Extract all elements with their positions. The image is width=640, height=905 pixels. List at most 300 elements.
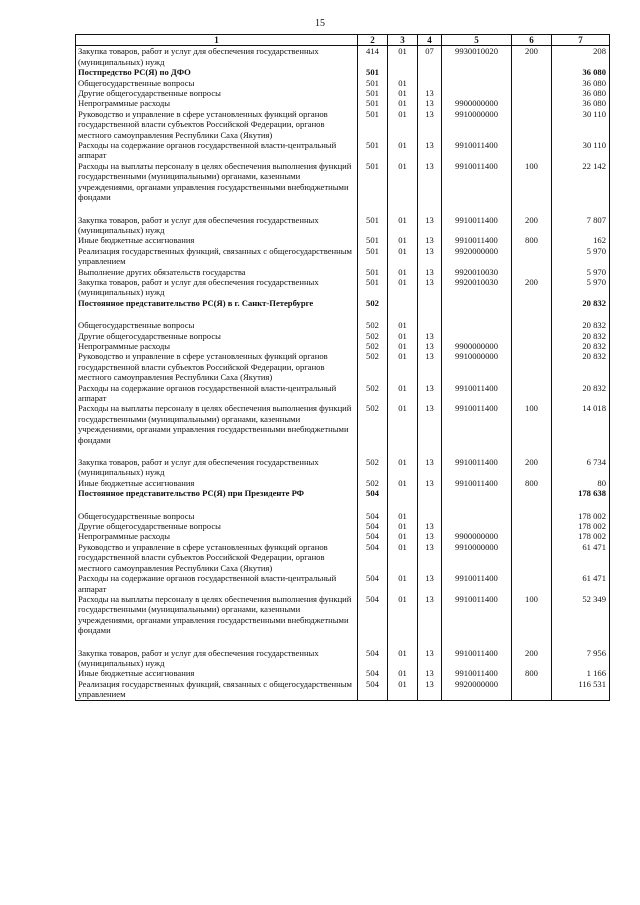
table-row: [76, 573, 610, 594]
section-code-cell: 01: [388, 78, 418, 88]
subsection-code-cell: 13: [418, 457, 442, 478]
table-row: [76, 277, 610, 298]
target-article-cell: 9910011400: [442, 161, 512, 203]
amount-cell: 7 956: [552, 648, 610, 669]
target-article-cell: [442, 67, 512, 77]
target-article-cell: 9920000000: [442, 679, 512, 700]
expense-type-cell: [512, 679, 552, 700]
spacer-cell: [388, 499, 418, 511]
subsection-code-cell: 13: [418, 246, 442, 267]
ministry-code-cell: 501: [358, 140, 388, 161]
ministry-code-cell: 501: [358, 267, 388, 277]
subsection-code-cell: 13: [418, 140, 442, 161]
section-code-cell: 01: [388, 478, 418, 488]
target-article-cell: 9910011400: [442, 383, 512, 404]
section-code-cell: 01: [388, 320, 418, 330]
spacer-cell: [76, 203, 358, 215]
section-code-cell: 01: [388, 457, 418, 478]
spacer-cell: [418, 499, 442, 511]
ministry-code-cell: 504: [358, 488, 388, 498]
table-row: [76, 521, 610, 531]
amount-cell: 162: [552, 235, 610, 245]
amount-cell: 208: [552, 46, 610, 67]
description-cell: Постоянное представительство РС(Я) в г. Санкт-Петербурге: [76, 298, 358, 308]
header-cell-2: 2: [358, 35, 388, 46]
section-code-cell: 01: [388, 161, 418, 203]
expense-type-cell: [512, 542, 552, 573]
table-row: [76, 246, 610, 267]
expense-type-cell: [512, 246, 552, 267]
spacer-cell: [76, 308, 358, 320]
amount-cell: 20 832: [552, 320, 610, 330]
section-code-cell: 01: [388, 594, 418, 636]
amount-cell: 20 832: [552, 331, 610, 341]
description-cell: Расходы на содержание органов государственной власти-центральный аппарат: [76, 573, 358, 594]
ministry-code-cell: 504: [358, 668, 388, 678]
description-cell: Другие общегосударственные вопросы: [76, 331, 358, 341]
spacer-row: [76, 445, 610, 457]
description-cell: Постпредство РС(Я) по ДФО: [76, 67, 358, 77]
spacer-cell: [418, 308, 442, 320]
spacer-cell: [388, 636, 418, 648]
subsection-code-cell: 13: [418, 109, 442, 140]
amount-cell: 30 110: [552, 140, 610, 161]
subsection-code-cell: 13: [418, 88, 442, 98]
description-cell: Расходы на содержание органов государственной власти-центральный аппарат: [76, 140, 358, 161]
table-row: [76, 161, 610, 203]
subsection-code-cell: 13: [418, 478, 442, 488]
spacer-cell: [358, 203, 388, 215]
description-cell: Расходы на выплаты персоналу в целях обеспечения выполнения функций государственными (муниципальными) органами, казенными учреждениями, органами управления государственными внебюджетными фондами: [76, 594, 358, 636]
section-code-cell: 01: [388, 140, 418, 161]
amount-cell: 14 018: [552, 403, 610, 445]
table-row: [76, 648, 610, 669]
description-cell: Расходы на содержание органов государственной власти-центральный аппарат: [76, 383, 358, 404]
spacer-cell: [76, 636, 358, 648]
spacer-cell: [552, 445, 610, 457]
target-article-cell: 9910000000: [442, 542, 512, 573]
expense-type-cell: [512, 351, 552, 382]
section-code-cell: 01: [388, 235, 418, 245]
table-row: [76, 511, 610, 521]
ministry-code-cell: 501: [358, 67, 388, 77]
subsection-code-cell: [418, 320, 442, 330]
ministry-code-cell: 501: [358, 277, 388, 298]
ministry-code-cell: 502: [358, 478, 388, 488]
subsection-code-cell: [418, 298, 442, 308]
spacer-cell: [552, 308, 610, 320]
description-cell: Иные бюджетные ассигнования: [76, 478, 358, 488]
expense-type-cell: 100: [512, 594, 552, 636]
section-code-cell: 01: [388, 648, 418, 669]
expense-type-cell: 200: [512, 277, 552, 298]
amount-cell: 52 349: [552, 594, 610, 636]
section-code-cell: 01: [388, 383, 418, 404]
spacer-cell: [388, 308, 418, 320]
table-row: [76, 109, 610, 140]
target-article-cell: [442, 88, 512, 98]
section-code-cell: 01: [388, 531, 418, 541]
description-cell: Руководство и управление в сфере установленных функций органов государственной власти субъектов Российской Федерации, органов местного самоуправления Республики Саха (Якутия): [76, 351, 358, 382]
amount-cell: 36 080: [552, 78, 610, 88]
spacer-cell: [512, 308, 552, 320]
section-code-cell: [388, 488, 418, 498]
amount-cell: 61 471: [552, 542, 610, 573]
spacer-cell: [358, 445, 388, 457]
spacer-cell: [76, 499, 358, 511]
expense-type-cell: 100: [512, 161, 552, 203]
ministry-code-cell: 502: [358, 320, 388, 330]
section-code-cell: 01: [388, 679, 418, 700]
spacer-cell: [442, 499, 512, 511]
description-cell: Общегосударственные вопросы: [76, 320, 358, 330]
table-row: [76, 331, 610, 341]
ministry-code-cell: 502: [358, 331, 388, 341]
expense-type-cell: [512, 140, 552, 161]
table-row: [76, 668, 610, 678]
target-article-cell: [442, 488, 512, 498]
expense-type-cell: [512, 573, 552, 594]
amount-cell: 20 832: [552, 341, 610, 351]
subsection-code-cell: 13: [418, 668, 442, 678]
ministry-code-cell: 502: [358, 403, 388, 445]
spacer-cell: [388, 445, 418, 457]
target-article-cell: 9920010030: [442, 267, 512, 277]
description-cell: Общегосударственные вопросы: [76, 511, 358, 521]
table-row: [76, 140, 610, 161]
amount-cell: 178 002: [552, 511, 610, 521]
ministry-code-cell: 501: [358, 109, 388, 140]
expense-type-cell: [512, 320, 552, 330]
expense-type-cell: [512, 331, 552, 341]
expense-type-cell: [512, 383, 552, 404]
amount-cell: 36 080: [552, 88, 610, 98]
subsection-code-cell: 13: [418, 235, 442, 245]
ministry-code-cell: 501: [358, 246, 388, 267]
subsection-code-cell: [418, 67, 442, 77]
section-code-cell: 01: [388, 46, 418, 67]
spacer-row: [76, 308, 610, 320]
budget-table: [75, 34, 610, 701]
description-cell: Закупка товаров, работ и услуг для обеспечения государственных (муниципальных) нужд: [76, 46, 358, 67]
amount-cell: 20 832: [552, 383, 610, 404]
subsection-code-cell: [418, 488, 442, 498]
description-cell: Расходы на выплаты персоналу в целях обеспечения выполнения функций государственными (муниципальными) органами, казенными учреждениями, органами управления государственными внебюджетными фондами: [76, 403, 358, 445]
spacer-cell: [512, 445, 552, 457]
amount-cell: 178 002: [552, 521, 610, 531]
target-article-cell: 9910011400: [442, 594, 512, 636]
target-article-cell: 9910000000: [442, 109, 512, 140]
amount-cell: 80: [552, 478, 610, 488]
subsection-code-cell: 13: [418, 542, 442, 573]
section-code-cell: 01: [388, 109, 418, 140]
description-cell: Закупка товаров, работ и услуг для обеспечения государственных (муниципальных) нужд: [76, 457, 358, 478]
target-article-cell: 9910011400: [442, 403, 512, 445]
description-cell: Непрограммные расходы: [76, 531, 358, 541]
ministry-code-cell: 502: [358, 351, 388, 382]
section-code-cell: 01: [388, 403, 418, 445]
expense-type-cell: [512, 531, 552, 541]
amount-cell: 22 142: [552, 161, 610, 203]
subsection-code-cell: 13: [418, 161, 442, 203]
description-cell: Выполнение других обязательств государства: [76, 267, 358, 277]
amount-cell: 5 970: [552, 267, 610, 277]
target-article-cell: 9900000000: [442, 341, 512, 351]
ministry-code-cell: 502: [358, 341, 388, 351]
description-cell: Постоянное представительство РС(Я) при Президенте РФ: [76, 488, 358, 498]
section-code-cell: 01: [388, 668, 418, 678]
table-row: [76, 88, 610, 98]
section-code-cell: 01: [388, 331, 418, 341]
table-row: [76, 320, 610, 330]
amount-cell: 20 832: [552, 351, 610, 382]
section-code-cell: 01: [388, 246, 418, 267]
description-cell: Общегосударственные вопросы: [76, 78, 358, 88]
table-row: [76, 78, 610, 88]
expense-type-cell: 800: [512, 478, 552, 488]
table-row: [76, 235, 610, 245]
ministry-code-cell: 501: [358, 88, 388, 98]
description-cell: Другие общегосударственные вопросы: [76, 88, 358, 98]
section-code-cell: 01: [388, 511, 418, 521]
spacer-cell: [442, 636, 512, 648]
ministry-code-cell: 501: [358, 78, 388, 88]
section-code-cell: 01: [388, 215, 418, 236]
ministry-code-cell: 504: [358, 531, 388, 541]
header-cell-3: 3: [388, 35, 418, 46]
target-article-cell: 9900000000: [442, 531, 512, 541]
expense-type-cell: [512, 488, 552, 498]
spacer-cell: [512, 203, 552, 215]
subsection-code-cell: [418, 78, 442, 88]
description-cell: Закупка товаров, работ и услуг для обеспечения государственных (муниципальных) нужд: [76, 648, 358, 669]
target-article-cell: [442, 511, 512, 521]
subsection-code-cell: 13: [418, 594, 442, 636]
page-number: 15: [315, 18, 325, 29]
expense-type-cell: [512, 88, 552, 98]
expense-type-cell: [512, 511, 552, 521]
description-cell: Закупка товаров, работ и услуг для обеспечения государственных (муниципальных) нужд: [76, 277, 358, 298]
table-row: [76, 403, 610, 445]
target-article-cell: 9910011400: [442, 215, 512, 236]
expense-type-cell: 200: [512, 648, 552, 669]
subsection-code-cell: 13: [418, 531, 442, 541]
table-row: [76, 594, 610, 636]
subsection-code-cell: 13: [418, 383, 442, 404]
expense-type-cell: [512, 67, 552, 77]
ministry-code-cell: 414: [358, 46, 388, 67]
subsection-code-cell: 13: [418, 215, 442, 236]
target-article-cell: [442, 521, 512, 531]
header-cell-6: 6: [512, 35, 552, 46]
table-row: [76, 298, 610, 308]
description-cell: Непрограммные расходы: [76, 98, 358, 108]
description-cell: Руководство и управление в сфере установленных функций органов государственной власти субъектов Российской Федерации, органов местного самоуправления Республики Саха (Якутия): [76, 109, 358, 140]
expense-type-cell: [512, 78, 552, 88]
table-row: [76, 478, 610, 488]
subsection-code-cell: 13: [418, 331, 442, 341]
subsection-code-cell: 13: [418, 98, 442, 108]
spacer-row: [76, 203, 610, 215]
target-article-cell: 9910011400: [442, 235, 512, 245]
section-code-cell: 01: [388, 573, 418, 594]
spacer-row: [76, 499, 610, 511]
spacer-cell: [512, 636, 552, 648]
section-code-cell: 01: [388, 267, 418, 277]
spacer-cell: [552, 499, 610, 511]
header-cell-1: 1: [76, 35, 358, 46]
expense-type-cell: 800: [512, 668, 552, 678]
subsection-code-cell: 13: [418, 679, 442, 700]
subsection-code-cell: 13: [418, 648, 442, 669]
ministry-code-cell: 501: [358, 235, 388, 245]
expense-type-cell: [512, 298, 552, 308]
header-cell-5: 5: [442, 35, 512, 46]
table-row: [76, 215, 610, 236]
ministry-code-cell: 502: [358, 383, 388, 404]
amount-cell: 7 807: [552, 215, 610, 236]
section-code-cell: 01: [388, 277, 418, 298]
description-cell: Реализация государственных функций, связанных с общегосударственным управлением: [76, 679, 358, 700]
ministry-code-cell: 501: [358, 215, 388, 236]
target-article-cell: 9910011400: [442, 648, 512, 669]
spacer-cell: [358, 636, 388, 648]
ministry-code-cell: 504: [358, 648, 388, 669]
spacer-cell: [512, 499, 552, 511]
expense-type-cell: [512, 267, 552, 277]
expense-type-cell: [512, 341, 552, 351]
section-code-cell: 01: [388, 98, 418, 108]
expense-type-cell: 200: [512, 46, 552, 67]
spacer-cell: [388, 203, 418, 215]
ministry-code-cell: 502: [358, 298, 388, 308]
amount-cell: 5 970: [552, 246, 610, 267]
ministry-code-cell: 502: [358, 457, 388, 478]
spacer-cell: [358, 499, 388, 511]
spacer-cell: [552, 636, 610, 648]
spacer-cell: [418, 636, 442, 648]
spacer-cell: [418, 203, 442, 215]
spacer-cell: [442, 445, 512, 457]
section-code-cell: 01: [388, 88, 418, 98]
amount-cell: 36 080: [552, 67, 610, 77]
section-code-cell: [388, 67, 418, 77]
ministry-code-cell: 504: [358, 521, 388, 531]
expense-type-cell: 200: [512, 457, 552, 478]
expense-type-cell: 200: [512, 215, 552, 236]
header-row: [76, 35, 610, 46]
subsection-code-cell: 13: [418, 521, 442, 531]
subsection-code-cell: 13: [418, 573, 442, 594]
description-cell: Закупка товаров, работ и услуг для обеспечения государственных (муниципальных) нужд: [76, 215, 358, 236]
target-article-cell: 9910011400: [442, 140, 512, 161]
target-article-cell: 9910011400: [442, 457, 512, 478]
expense-type-cell: 800: [512, 235, 552, 245]
ministry-code-cell: 504: [358, 679, 388, 700]
subsection-code-cell: 13: [418, 351, 442, 382]
table-row: [76, 341, 610, 351]
subsection-code-cell: [418, 511, 442, 521]
spacer-row: [76, 636, 610, 648]
amount-cell: 1 166: [552, 668, 610, 678]
description-cell: Иные бюджетные ассигнования: [76, 235, 358, 245]
section-code-cell: [388, 298, 418, 308]
table-row: [76, 98, 610, 108]
target-article-cell: [442, 331, 512, 341]
ministry-code-cell: 501: [358, 98, 388, 108]
spacer-cell: [442, 203, 512, 215]
table-row: [76, 351, 610, 382]
table-body: [76, 46, 610, 700]
spacer-cell: [358, 308, 388, 320]
section-code-cell: 01: [388, 351, 418, 382]
table-header: [76, 35, 610, 46]
expense-type-cell: 100: [512, 403, 552, 445]
table-row: [76, 679, 610, 700]
section-code-cell: 01: [388, 341, 418, 351]
target-article-cell: [442, 320, 512, 330]
table-row: [76, 542, 610, 573]
amount-cell: 116 531: [552, 679, 610, 700]
subsection-code-cell: 13: [418, 267, 442, 277]
description-cell: Непрограммные расходы: [76, 341, 358, 351]
ministry-code-cell: 504: [358, 594, 388, 636]
target-article-cell: [442, 78, 512, 88]
amount-cell: 178 638: [552, 488, 610, 498]
table-row: [76, 46, 610, 67]
ministry-code-cell: 504: [358, 511, 388, 521]
ministry-code-cell: 504: [358, 542, 388, 573]
amount-cell: 178 002: [552, 531, 610, 541]
target-article-cell: 9920010030: [442, 277, 512, 298]
target-article-cell: 9920000000: [442, 246, 512, 267]
table-row: [76, 457, 610, 478]
table-row: [76, 531, 610, 541]
table-row: [76, 383, 610, 404]
target-article-cell: 9910011400: [442, 478, 512, 488]
spacer-cell: [442, 308, 512, 320]
spacer-cell: [418, 445, 442, 457]
target-article-cell: 9910011400: [442, 573, 512, 594]
target-article-cell: [442, 298, 512, 308]
description-cell: Реализация государственных функций, связанных с общегосударственным управлением: [76, 246, 358, 267]
expense-type-cell: [512, 521, 552, 531]
amount-cell: 20 832: [552, 298, 610, 308]
description-cell: Иные бюджетные ассигнования: [76, 668, 358, 678]
spacer-cell: [76, 445, 358, 457]
table-row: [76, 488, 610, 498]
header-cell-7: 7: [552, 35, 610, 46]
expense-type-cell: [512, 109, 552, 140]
subsection-code-cell: 07: [418, 46, 442, 67]
description-cell: Расходы на выплаты персоналу в целях обеспечения выполнения функций государственными (муниципальными) органами, казенными учреждениями, органами управления государственными внебюджетными фондами: [76, 161, 358, 203]
subsection-code-cell: 13: [418, 277, 442, 298]
table-row: [76, 67, 610, 77]
amount-cell: 61 471: [552, 573, 610, 594]
amount-cell: 5 970: [552, 277, 610, 298]
section-code-cell: 01: [388, 542, 418, 573]
description-cell: Руководство и управление в сфере установленных функций органов государственной власти субъектов Российской Федерации, органов местного самоуправления Республики Саха (Якутия): [76, 542, 358, 573]
target-article-cell: 9910000000: [442, 351, 512, 382]
amount-cell: 30 110: [552, 109, 610, 140]
ministry-code-cell: 504: [358, 573, 388, 594]
ministry-code-cell: 501: [358, 161, 388, 203]
table-row: [76, 267, 610, 277]
spacer-cell: [552, 203, 610, 215]
amount-cell: 6 734: [552, 457, 610, 478]
subsection-code-cell: 13: [418, 341, 442, 351]
section-code-cell: 01: [388, 521, 418, 531]
